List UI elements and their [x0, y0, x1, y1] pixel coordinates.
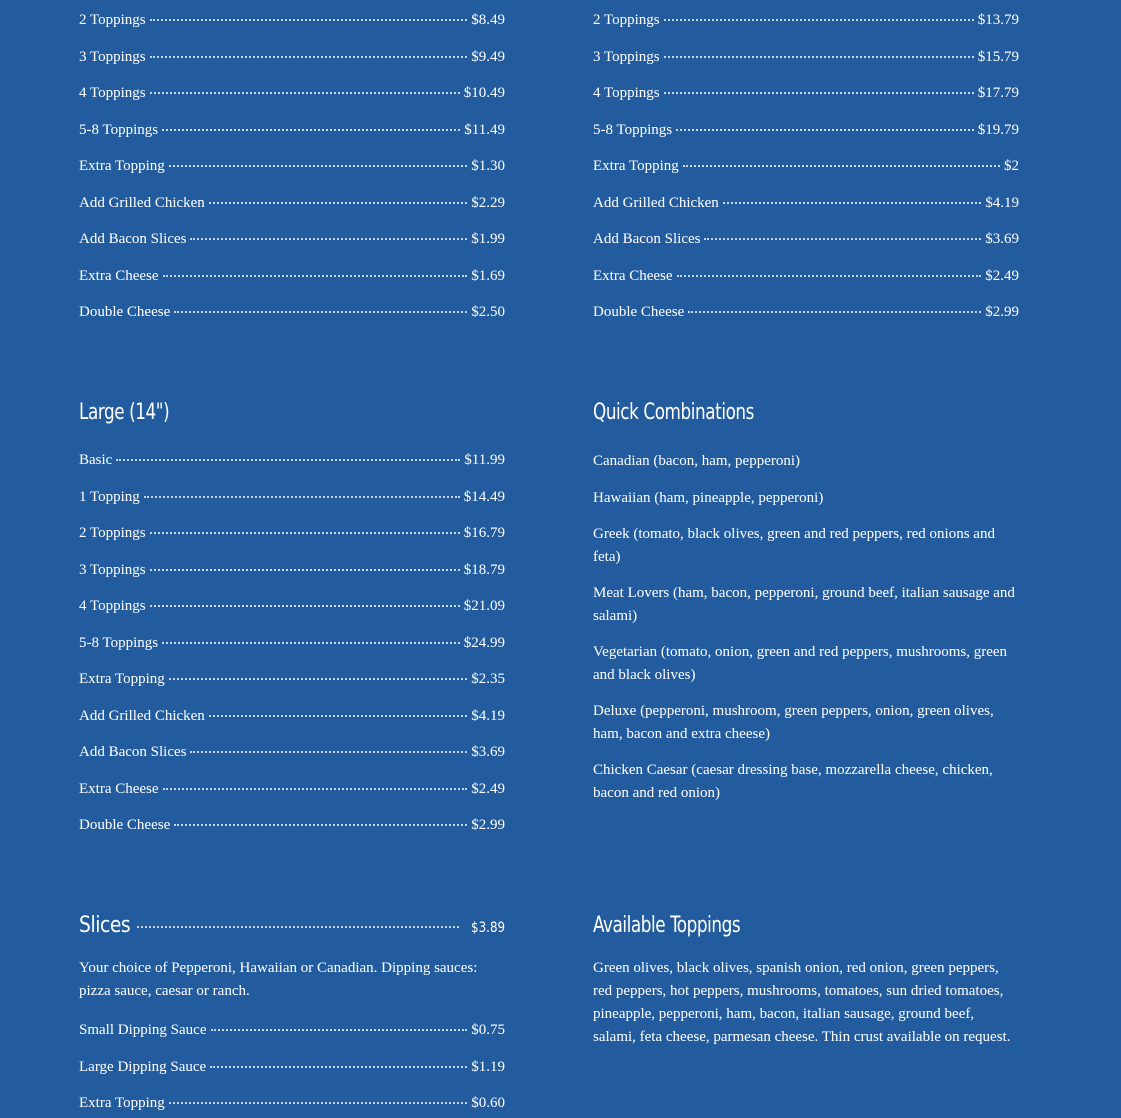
- item-price: $21.09: [463, 598, 505, 614]
- item-label: 2 Toppings: [593, 12, 660, 28]
- price-row: [79, 1093, 505, 1117]
- combination-item: Hawaiian (ham, pineapple, pepperoni): [593, 490, 824, 506]
- dot-leader: [150, 605, 460, 607]
- item-label: Double Cheese: [79, 817, 171, 833]
- combination-item: Greek (tomato, black olives, green and red peppers, red onions and feta): [593, 526, 995, 565]
- item-label: Add Bacon Slices: [79, 744, 187, 760]
- dot-leader: [209, 202, 467, 204]
- item-price: $0.60: [471, 1095, 505, 1111]
- price-row: [79, 302, 505, 326]
- combination-item: Deluxe (pepperoni, mushroom, green peppers, onion, green olives, ham, bacon and extra cheese): [593, 703, 994, 742]
- price-row: [79, 83, 505, 107]
- price-row: [79, 1057, 505, 1081]
- price-row: [79, 1020, 505, 1044]
- item-label: 5-8 Toppings: [593, 122, 673, 138]
- item-price: $13.79: [977, 12, 1019, 28]
- item-price: $11.49: [464, 122, 505, 138]
- item-price: $4.19: [471, 708, 505, 724]
- item-label: Small Dipping Sauce: [79, 1022, 207, 1038]
- item-label: Extra Topping: [79, 1095, 165, 1111]
- price-row: [79, 706, 505, 730]
- item-price: $2.99: [985, 304, 1019, 320]
- item-price: $8.49: [471, 12, 505, 28]
- item-label: Extra Topping: [593, 158, 679, 174]
- price-row: [79, 450, 505, 474]
- item-price: $1.99: [471, 231, 505, 247]
- item-price: $19.79: [977, 122, 1019, 138]
- price-row: [79, 10, 505, 34]
- item-price: $2.29: [471, 195, 505, 211]
- price-row: [79, 560, 505, 584]
- item-label: Add Bacon Slices: [593, 231, 701, 247]
- item-price: $10.49: [463, 85, 505, 101]
- price-row: [593, 193, 1019, 217]
- item-label: Basic: [79, 452, 113, 468]
- price-row: [593, 302, 1019, 326]
- dot-leader: [137, 926, 459, 928]
- dot-leader: [163, 788, 468, 790]
- item-price: $16.79: [463, 525, 505, 541]
- price-row: [593, 156, 1019, 180]
- price-row: [79, 596, 505, 620]
- item-label: 5-8 Toppings: [79, 122, 159, 138]
- dot-leader: [162, 642, 460, 644]
- large-section-title: Large (14"): [79, 400, 170, 425]
- dot-leader: [190, 751, 467, 753]
- combination-item: Meat Lovers (ham, bacon, pepperoni, ground beef, italian sausage and salami): [593, 585, 1015, 624]
- item-label: Add Grilled Chicken: [79, 195, 205, 211]
- dot-leader: [163, 275, 468, 277]
- dot-leader: [683, 165, 1000, 167]
- dot-leader: [162, 129, 460, 131]
- price-row: [79, 742, 505, 766]
- price-row: [79, 47, 505, 71]
- item-label: Large Dipping Sauce: [79, 1059, 207, 1075]
- price-row: [79, 779, 505, 803]
- item-label: 1 Topping: [79, 489, 140, 505]
- dot-leader: [169, 165, 468, 167]
- dot-leader: [150, 92, 460, 94]
- dot-leader: [150, 56, 468, 58]
- item-price: $2.50: [471, 304, 505, 320]
- dot-leader: [664, 92, 974, 94]
- item-price: $2.35: [471, 671, 505, 687]
- item-price: $3.69: [985, 231, 1019, 247]
- price-row: [79, 156, 505, 180]
- dot-leader: [210, 1066, 467, 1068]
- item-label: Double Cheese: [593, 304, 685, 320]
- available-toppings-title: Available Toppings: [593, 913, 741, 938]
- price-row: [593, 229, 1019, 253]
- price-row: [593, 83, 1019, 107]
- slices-title-row: [79, 911, 505, 943]
- item-price: $1.69: [471, 268, 505, 284]
- price-row: [593, 120, 1019, 144]
- dot-leader: [676, 129, 974, 131]
- dot-leader: [174, 311, 467, 313]
- item-price: $1.30: [471, 158, 505, 174]
- dot-leader: [704, 238, 981, 240]
- item-price: $4.19: [985, 195, 1019, 211]
- price-row: [79, 669, 505, 693]
- item-price: $24.99: [463, 635, 505, 651]
- item-label: Extra Cheese: [79, 781, 159, 797]
- item-label: Extra Topping: [79, 671, 165, 687]
- item-price: $1.19: [471, 1059, 505, 1075]
- item-label: Add Grilled Chicken: [593, 195, 719, 211]
- item-label: 5-8 Toppings: [79, 635, 159, 651]
- item-label: 2 Toppings: [79, 525, 146, 541]
- available-toppings-description: Green olives, black olives, spanish onion, red onion, green peppers, red peppers, hot peppers, mushrooms, tomatoes, sun dried tomatoes, pineapple, pepperoni, ham, bacon, italian sausage, ground beef, salami, feta cheese, parmesan cheese. Thin crust available on request.: [593, 960, 1011, 1045]
- dot-leader: [664, 19, 974, 21]
- dot-leader: [150, 532, 460, 534]
- item-price: $0.75: [471, 1022, 505, 1038]
- price-row: [79, 523, 505, 547]
- dot-leader: [209, 715, 467, 717]
- slices-description: Your choice of Pepperoni, Hawaiian or Canadian. Dipping sauces: pizza sauce, caesar or ranch.: [79, 960, 478, 999]
- item-price: $18.79: [463, 562, 505, 578]
- dot-leader: [144, 496, 460, 498]
- item-label: Extra Cheese: [593, 268, 673, 284]
- item-label: 2 Toppings: [79, 12, 146, 28]
- price-row: [593, 10, 1019, 34]
- item-label: 4 Toppings: [79, 85, 146, 101]
- dot-leader: [150, 19, 468, 21]
- dot-leader: [150, 569, 460, 571]
- item-label: Add Bacon Slices: [79, 231, 187, 247]
- item-label: 4 Toppings: [79, 598, 146, 614]
- item-price: $15.79: [977, 49, 1019, 65]
- dot-leader: [723, 202, 981, 204]
- price-row: [79, 229, 505, 253]
- item-price: $2.99: [471, 817, 505, 833]
- price-row: [79, 815, 505, 839]
- combination-item: Vegetarian (tomato, onion, green and red peppers, mushrooms, green and black olives): [593, 644, 1008, 683]
- item-price: $2: [1004, 158, 1019, 174]
- item-label: Extra Cheese: [79, 268, 159, 284]
- item-price: $3.69: [471, 744, 505, 760]
- dot-leader: [116, 459, 460, 461]
- item-price: $2.49: [985, 268, 1019, 284]
- price-row: [79, 120, 505, 144]
- item-label: 3 Toppings: [79, 562, 146, 578]
- price-row: [79, 633, 505, 657]
- dot-leader: [169, 1102, 468, 1104]
- item-label: 3 Toppings: [593, 49, 660, 65]
- dot-leader: [174, 824, 467, 826]
- item-label: Extra Topping: [79, 158, 165, 174]
- combination-item: Canadian (bacon, ham, pepperoni): [593, 453, 801, 469]
- item-label: Add Grilled Chicken: [79, 708, 205, 724]
- price-row: [79, 193, 505, 217]
- slices-section-title: Slices: [79, 913, 131, 938]
- price-row: [79, 266, 505, 290]
- item-price: $11.99: [464, 452, 505, 468]
- dot-leader: [688, 311, 981, 313]
- item-price: $2.49: [471, 781, 505, 797]
- item-label: 4 Toppings: [593, 85, 660, 101]
- price-row: [593, 266, 1019, 290]
- item-price: $14.49: [463, 489, 505, 505]
- dot-leader: [664, 56, 974, 58]
- slices-price: $3.89: [470, 920, 505, 936]
- dot-leader: [169, 678, 468, 680]
- dot-leader: [190, 238, 467, 240]
- quick-combinations-title: Quick Combinations: [593, 400, 755, 425]
- item-price: $9.49: [471, 49, 505, 65]
- item-label: 3 Toppings: [79, 49, 146, 65]
- price-row: [593, 47, 1019, 71]
- price-row: [79, 487, 505, 511]
- dot-leader: [677, 275, 982, 277]
- item-label: Double Cheese: [79, 304, 171, 320]
- combination-item: Chicken Caesar (caesar dressing base, mozzarella cheese, chicken, bacon and red onion): [593, 762, 993, 801]
- dot-leader: [211, 1029, 468, 1031]
- item-price: $17.79: [977, 85, 1019, 101]
